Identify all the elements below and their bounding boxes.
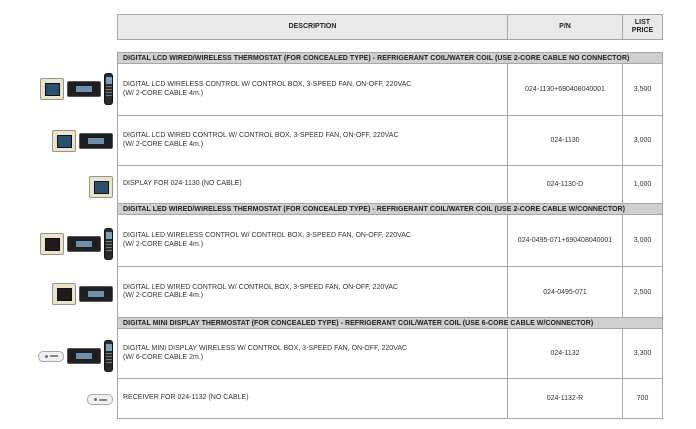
- description-line1: DIGITAL MINI DISPLAY WIRELESS W/ CONTROL BOX, 3-SPEED FAN, ON-OFF, 220VAC: [123, 345, 408, 352]
- list-price-cell: 700: [623, 379, 663, 419]
- control-box-icon: [79, 286, 113, 302]
- list-price-cell: 3,500: [623, 64, 663, 116]
- remote-control-icon: [104, 228, 113, 260]
- lcd-wall-panel-icon: [52, 130, 76, 152]
- list-price-header-line1: LIST: [634, 19, 651, 26]
- led-wall-panel-icon: [40, 233, 64, 255]
- product-image-led-wired: [0, 283, 113, 305]
- column-header-pn: P/N: [508, 15, 623, 40]
- section-header-mini: [118, 318, 663, 329]
- product-image-lcd-display: [0, 176, 113, 198]
- table-row: [118, 64, 663, 116]
- section-header-lcd: [118, 53, 663, 64]
- description-line1: DIGITAL LED WIRELESS CONTROL W/ CONTROL BOX, 3-SPEED FAN, ON-OFF, 220VAC: [123, 232, 411, 239]
- part-number-cell: 024-1132-R: [508, 379, 623, 419]
- receiver-icon: [87, 394, 113, 405]
- product-image-lcd-wired: [0, 130, 113, 152]
- description-line1: DIGITAL LCD WIRED CONTROL W/ CONTROL BOX, 3-SPEED FAN, ON-OFF, 220VAC: [123, 132, 399, 139]
- description-cell: [118, 267, 508, 318]
- column-header-description: DESCRIPTION: [118, 15, 508, 40]
- description-cell: [118, 64, 508, 116]
- table-row: [118, 166, 663, 204]
- control-box-icon: [67, 81, 101, 97]
- product-image-receiver: [0, 394, 113, 405]
- control-box-icon: [67, 236, 101, 252]
- description-cell: [118, 329, 508, 379]
- part-number-cell: 024-0495-071: [508, 267, 623, 318]
- description-cell: DISPLAY FOR 024-1130 (NO CABLE): [118, 166, 508, 204]
- table-header-row: [118, 15, 663, 40]
- product-image-mini-wireless: [0, 340, 113, 372]
- section-title: DIGITAL LED WIRED/WIRELESS THERMOSTAT (FOR CONCEALED TYPE) - REFRIGERANT COIL/WATER COIL (USE 2-CORE CABLE W/CONNECTOR): [118, 204, 663, 215]
- remote-control-icon: [104, 340, 113, 372]
- description-line2: (W/ 2-CORE CABLE 4m.): [123, 292, 204, 299]
- spacer-row: [118, 40, 663, 53]
- description-line2: (W/ 6-CORE CABLE 2m.): [123, 353, 204, 361]
- list-price-cell: 3,000: [623, 116, 663, 166]
- remote-control-icon: [104, 73, 113, 105]
- control-box-icon: [79, 133, 113, 149]
- table-row: [118, 329, 663, 379]
- table-row: [118, 379, 663, 419]
- part-number-cell: 024-1130: [508, 116, 623, 166]
- part-number-cell: 024-1130+690408040001: [508, 64, 623, 116]
- part-number-cell: 024-1132: [508, 329, 623, 379]
- product-image-led-wireless: [0, 228, 113, 260]
- price-list-table: [117, 14, 663, 419]
- list-price-cell: 3,300: [623, 329, 663, 379]
- description-line2: (W/ 2-CORE CABLE 4m.): [123, 89, 204, 97]
- description-line1: DIGITAL LCD WIRELESS CONTROL W/ CONTROL BOX, 3-SPEED FAN, ON-OFF, 220VAC: [123, 81, 412, 88]
- led-wall-panel-icon: [52, 283, 76, 305]
- description-line1: DIGITAL LED WIRED CONTROL W/ CONTROL BOX, 3-SPEED FAN, ON-OFF, 220VAC: [123, 283, 399, 291]
- section-title: DIGITAL MINI DISPLAY THERMOSTAT (FOR CONCEALED TYPE) - REFRIGERANT COIL/WATER COIL (USE 6-CORE CABLE W/CONNECTOR): [118, 318, 663, 329]
- list-price-cell: 3,000: [623, 215, 663, 267]
- table-row: [118, 215, 663, 267]
- table-row: [118, 116, 663, 166]
- lcd-wall-panel-icon: [89, 176, 113, 198]
- product-image-lcd-wireless: [0, 73, 113, 105]
- control-box-icon: [67, 348, 101, 364]
- section-header-led: [118, 204, 663, 215]
- column-header-list-price: [623, 15, 663, 40]
- receiver-icon: [38, 351, 64, 362]
- list-price-cell: 1,000: [623, 166, 663, 204]
- description-cell: [118, 215, 508, 267]
- description-cell: RECEIVER FOR 024-1132 (NO CABLE): [118, 379, 508, 419]
- list-price-cell: 2,500: [623, 267, 663, 318]
- list-price-header-line2: PRICE: [631, 27, 654, 34]
- section-title: DIGITAL LCD WIRED/WIRELESS THERMOSTAT (FOR CONCEALED TYPE) - REFRIGERANT COIL/WATER COIL (USE 2-CORE CABLE NO CONNECTOR): [118, 53, 663, 64]
- part-number-cell: 024-1130-D: [508, 166, 623, 204]
- table-row: [118, 267, 663, 318]
- description-line2: (W/ 2-CORE CABLE 4m.): [123, 240, 204, 248]
- part-number-cell: 024-0495-071+690408040001: [508, 215, 623, 267]
- lcd-wall-panel-icon: [40, 78, 64, 100]
- description-cell: [118, 116, 508, 166]
- description-line2: (W/ 2-CORE CABLE 4m.): [123, 140, 204, 148]
